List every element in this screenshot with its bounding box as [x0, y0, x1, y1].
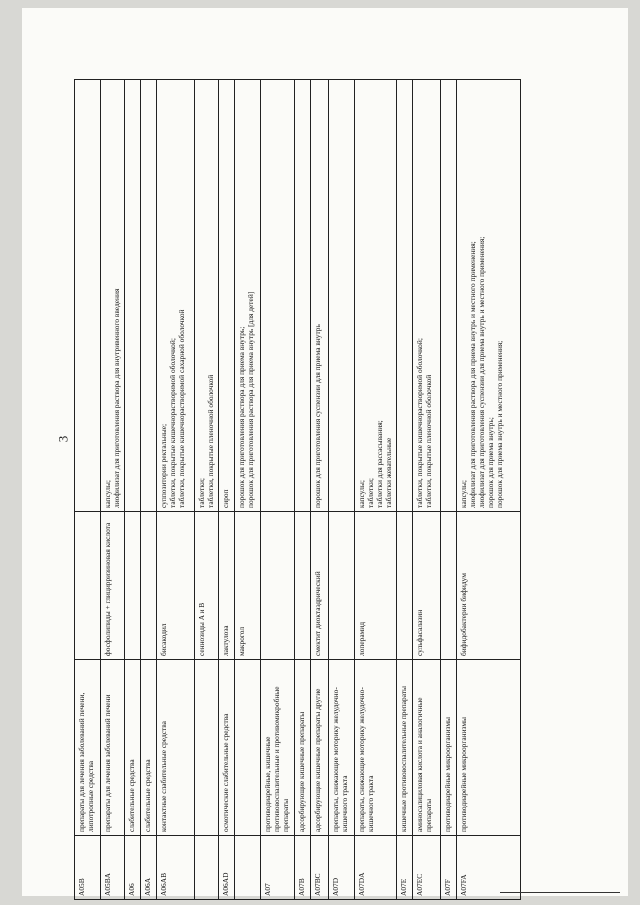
- group-cell: противодиарейные микроорганизмы: [441, 660, 457, 836]
- dosage-form-line: лиофилизат для приготовления раствора для приема внутрь и местного применения;: [468, 241, 478, 508]
- dosage-form-line: таблетки, покрытые кишечнорастворимой сахарной оболочкой: [177, 309, 187, 508]
- dosage-form-line: порошок для приготовления раствора для приема внутрь;: [237, 326, 246, 508]
- inn-cell: смектит диоктаэдрический: [311, 512, 329, 660]
- code-cell: A06: [125, 836, 141, 900]
- dosage-form-line: таблетки для рассасывания;: [375, 420, 385, 508]
- page-number: 3: [55, 435, 71, 443]
- dosage-form-cell: [125, 80, 141, 512]
- dosage-form-line: капсулы;: [459, 480, 468, 508]
- dosage-form-cell: [235, 80, 261, 512]
- table-row: [75, 80, 101, 900]
- dosage-form-line: порошок для приготовления суспензии для приема внутрь: [313, 324, 322, 508]
- dosage-form-line: сироп: [221, 489, 230, 508]
- inn-cell: фосфолипиды + глицирризиновая кислота: [101, 512, 125, 660]
- table-row: [295, 80, 311, 900]
- dosage-form-cell: [261, 80, 295, 512]
- group-cell: препараты, снижающие моторику желудочно-кишечного тракта: [329, 660, 355, 836]
- dosage-form-line: лиофилизат для приготовления раствора для внутривенного введения: [112, 288, 122, 508]
- dosage-form-cell: [219, 80, 235, 512]
- dosage-form-cell: [141, 80, 157, 512]
- group-cell: [235, 660, 261, 836]
- dosage-form-line: суппозитории ректальные;: [159, 423, 168, 508]
- inn-cell: бифидобактерии бифидум: [457, 512, 521, 660]
- dosage-form-cell: [441, 80, 457, 512]
- dosage-form-line: таблетки, покрытые пленочной оболочкой: [424, 374, 434, 508]
- code-cell: [195, 836, 219, 900]
- code-cell: A07B: [295, 836, 311, 900]
- table-row: [125, 80, 141, 900]
- inn-cell: лактулоза: [219, 512, 235, 660]
- dosage-form-cell: [101, 80, 125, 512]
- inn-cell: [441, 512, 457, 660]
- table-row: [141, 80, 157, 900]
- code-cell: A07BC: [311, 836, 329, 900]
- dosage-form-line: капсулы;: [357, 480, 366, 508]
- inn-cell: [397, 512, 413, 660]
- dosage-form-line: лиофилизат для приготовления суспензии для приема внутрь и местного применения;: [477, 236, 487, 508]
- dosage-form-cell: [157, 80, 195, 512]
- group-cell: противодиарейные, кишечные противовоспалительные и противомикробные препараты: [261, 660, 295, 836]
- table-row: [413, 80, 441, 900]
- dosage-form-cell: [311, 80, 329, 512]
- table-body: [75, 80, 521, 900]
- table-row: [195, 80, 219, 900]
- group-cell: [195, 660, 219, 836]
- dosage-form-line: порошок для приема внутрь;: [486, 417, 496, 508]
- dosage-form-cell: [413, 80, 441, 512]
- group-cell: препараты для лечения заболеваний печени, липотропные средства: [75, 660, 101, 836]
- group-cell: адсорбирующие кишечные препараты: [295, 660, 311, 836]
- group-cell: слабительные средства: [125, 660, 141, 836]
- dosage-form-line: капсулы;: [103, 480, 112, 508]
- code-cell: A07F: [441, 836, 457, 900]
- table-row: [157, 80, 195, 900]
- code-cell: A07: [261, 836, 295, 900]
- code-cell: A07DA: [355, 836, 397, 900]
- page-edge-line: [500, 892, 620, 893]
- table-row: [101, 80, 125, 900]
- inn-cell: бисакодил: [157, 512, 195, 660]
- dosage-form-cell: [75, 80, 101, 512]
- drug-classification-table: [74, 79, 521, 900]
- table-row: [329, 80, 355, 900]
- dosage-form-cell: [295, 80, 311, 512]
- inn-cell: [75, 512, 101, 660]
- dosage-form-cell: [457, 80, 521, 512]
- dosage-form-line: порошок для приема внутрь и местного применения;: [495, 340, 505, 508]
- dosage-form-line: таблетки, покрытые пленочной оболочкой: [206, 374, 216, 508]
- dosage-form-cell: [329, 80, 355, 512]
- code-cell: A07EC: [413, 836, 441, 900]
- dosage-form-line: таблетки, покрытые кишечнорастворимой оболочкой;: [168, 338, 178, 508]
- code-cell: A06AB: [157, 836, 195, 900]
- inn-cell: сеннозиды A и B: [195, 512, 219, 660]
- inn-cell: [261, 512, 295, 660]
- dosage-form-line: таблетки;: [366, 478, 376, 508]
- dosage-form-line: таблетки, покрытые кишечнорастворимой оболочкой;: [415, 338, 424, 508]
- dosage-form-line: таблетки;: [197, 478, 206, 508]
- inn-cell: лоперамид: [355, 512, 397, 660]
- dosage-form-line: порошок для приготовления раствора для приема внутрь [для детей]: [246, 291, 256, 508]
- table-row: [311, 80, 329, 900]
- dosage-form-line: таблетки жевательные: [384, 437, 394, 508]
- code-cell: A07E: [397, 836, 413, 900]
- group-cell: адсорбирующие кишечные препараты другие: [311, 660, 329, 836]
- code-cell: A06A: [141, 836, 157, 900]
- inn-cell: [329, 512, 355, 660]
- group-cell: осмотические слабительные средства: [219, 660, 235, 836]
- code-cell: [235, 836, 261, 900]
- code-cell: A05BA: [101, 836, 125, 900]
- inn-cell: макрогол: [235, 512, 261, 660]
- code-cell: A07D: [329, 836, 355, 900]
- table-row: [261, 80, 295, 900]
- inn-cell: [295, 512, 311, 660]
- inn-cell: [141, 512, 157, 660]
- group-cell: аминосалициловая кислота и аналогичные препараты: [413, 660, 441, 836]
- table-row: [235, 80, 261, 900]
- table-row: [397, 80, 413, 900]
- table-row: [355, 80, 397, 900]
- group-cell: контактные слабительные средства: [157, 660, 195, 836]
- table-row: [457, 80, 521, 900]
- code-cell: A07FA: [457, 836, 521, 900]
- code-cell: A06AD: [219, 836, 235, 900]
- code-cell: A05B: [75, 836, 101, 900]
- inn-cell: [125, 512, 141, 660]
- group-cell: препараты, снижающие моторику желудочно-кишечного тракта: [355, 660, 397, 836]
- rotated-table-container: [74, 80, 624, 900]
- dosage-form-cell: [355, 80, 397, 512]
- group-cell: кишечные противовоспалительные препараты: [397, 660, 413, 836]
- group-cell: препараты для лечения заболеваний печени: [101, 660, 125, 836]
- group-cell: противодиарейные микроорганизмы: [457, 660, 521, 836]
- table-row: [219, 80, 235, 900]
- table-row: [441, 80, 457, 900]
- inn-cell: сульфасалазин: [413, 512, 441, 660]
- dosage-form-cell: [195, 80, 219, 512]
- dosage-form-cell: [397, 80, 413, 512]
- group-cell: слабительные средства: [141, 660, 157, 836]
